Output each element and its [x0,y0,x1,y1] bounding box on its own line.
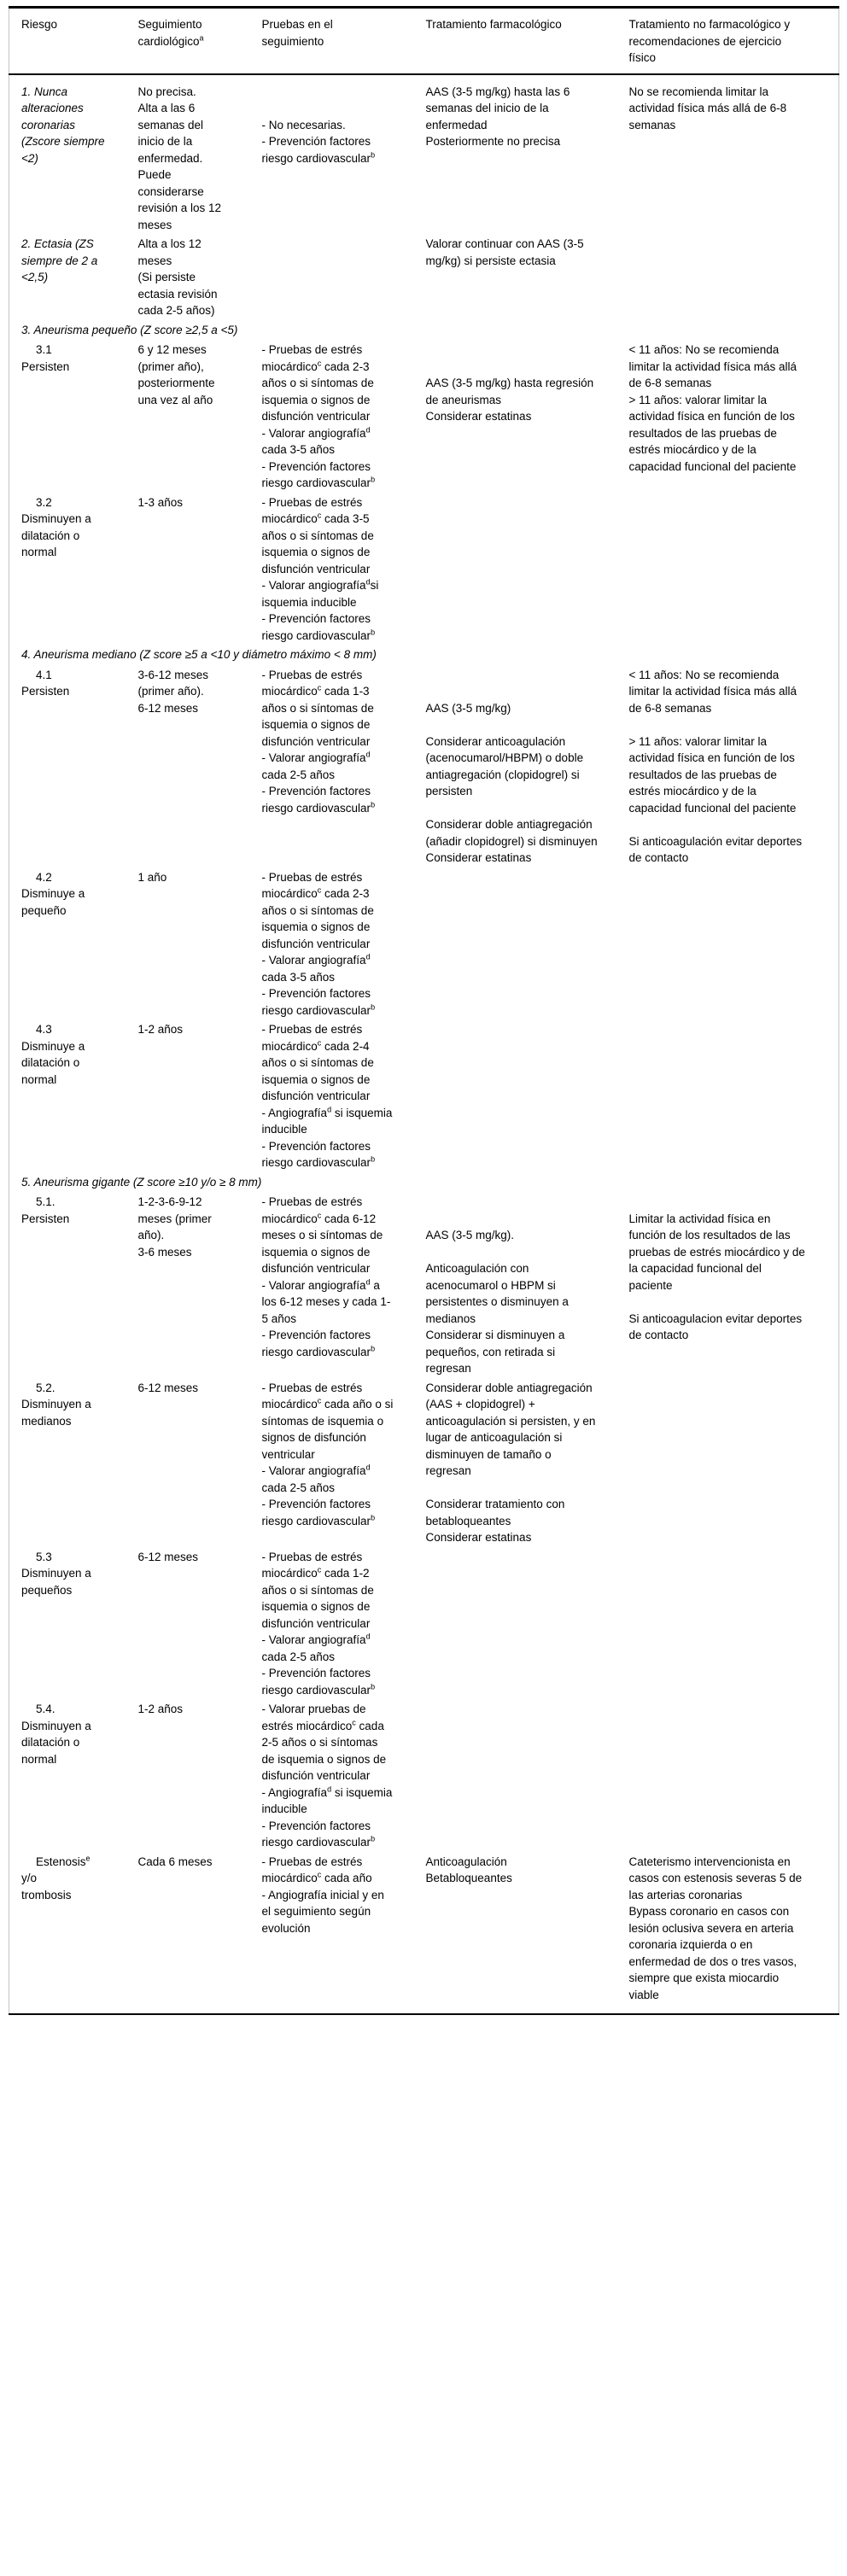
cell-riesgo [9,1192,137,1378]
cell-paragraph: - Valorar angiografía$^d$ cada 3-5 años [261,425,371,456]
cell-riesgo [9,1547,137,1700]
cell-paragraph: Si anticoagulación evitar deportes de contacto [628,834,803,864]
cell-paragraph: - Valorar angiografía$^d$ cada 2-5 años [261,1632,371,1663]
cell-paragraph: Cateterismo intervencionista en casos con estenosis severas 5 de las arterias coronarias [628,1855,803,1901]
cell-no_farmacologico [628,1019,839,1172]
cell-paragraph: - Angiografía$^d$ si isquemia inducible [261,1785,393,1815]
cell-seguimiento [137,1378,261,1547]
cell-paragraph: - Pruebas de estrés miocárdico$^c$ cada 1-2 años o si síntomas de isquemia o signos de disfunción ventricular [261,1550,374,1630]
cell-seguimiento [137,1852,261,2015]
cell-paragraph: Anticoagulación con acenocumarol o HBPM si persistentes o disminuyen a medianos [425,1262,569,1325]
cell-paragraph: Considerar anticoagulación (acenocumarol/HBPM) o doble antiagregación (clopidogrel) si persisten [425,734,584,797]
cell-paragraph: 1. Nunca alteraciones coronarias (Zscore siempre <2) [21,85,105,165]
cell-paragraph: Alta a las 6 semanas del inicio de la enfermedad. Puede considerarse revisión a los 12 meses [137,102,222,231]
row-number: 5.3 [36,1550,52,1563]
cell-seguimiento [137,1699,261,1852]
cell-paragraph: - Pruebas de estrés miocárdico$^c$ cada año [261,1855,372,1884]
cell-farmacologico [425,340,628,493]
cell-paragraph: AAS (3-5 mg/kg) hasta las 6 semanas del inicio de la enfermedad [425,85,570,131]
cell-farmacologico [425,1547,628,1700]
row-number: 5.2. [36,1381,55,1394]
table-row-4-2 [9,867,839,1020]
row-number: 5.1. [36,1195,55,1208]
table-row-5-4 [9,1699,839,1852]
column-header-tratamiento-farmacologico: Tratamiento farmacológico [425,8,628,74]
section-row-3 [9,320,839,341]
cell-paragraph: Considerar doble antiagregación (añadir clopidogrel) si disminuyen [425,818,598,848]
cell-paragraph: 3-6-12 meses (primer año). [137,668,209,698]
cell-paragraph: AAS (3-5 mg/kg) hasta regresión de aneurismas [425,377,594,406]
cell-seguimiento [137,1192,261,1378]
cell-paragraph: Si anticoagulacion evitar deportes de contacto [628,1311,803,1341]
cell-paragraph: 6-12 meses [137,1381,199,1394]
cell-farmacologico [425,74,628,235]
table-row-3-1 [9,340,839,493]
cell-seguimiento [137,493,261,645]
row-number: 3.1 [36,343,52,356]
cell-paragraph: < 11 años: No se recomienda limitar la actividad física más allá de 6-8 semanas [628,668,797,715]
cell-paragraph: Considerar estatinas [425,410,532,423]
section-row-5 [9,1172,839,1193]
table-row-5-2 [9,1378,839,1547]
cell-paragraph: AAS (3-5 mg/kg). [425,1229,515,1241]
section-row-4 [9,645,839,665]
cell-paragraph: No precisa. [137,85,196,98]
cell-paragraph: Anticoagulación [425,1855,507,1868]
cell-paragraph: 2. Ectasia (ZS siempre de 2 a <2,5) [21,237,98,283]
cell-paragraph: - Prevención factores riesgo cardiovascular$^b$ [261,612,376,642]
cell-no_farmacologico [628,1378,839,1547]
cell-pruebas [261,234,425,320]
cell-paragraph: - Angiografía$^d$ si isquemia inducible [261,1105,393,1136]
cell-paragraph: - Valorar angiografía$^d$ cada 2-5 años [261,1463,371,1494]
header-row [9,8,839,74]
cell-riesgo [9,234,137,320]
cell-paragraph: - Pruebas de estrés miocárdico$^c$ cada 3-5 años o si síntomas de isquemia o signos de disfunción ventricular [261,495,374,575]
section-label: 5. Aneurisma gigante (Z score ≥10 y/o ≥ 8 mm) [21,1175,262,1189]
cell-pruebas [261,74,425,235]
cell-riesgo [9,74,137,235]
cell-paragraph: Considerar estatinas [425,1531,532,1544]
cell-no_farmacologico [628,493,839,645]
cell-paragraph: Disminuyen a medianos [21,1398,91,1428]
cell-paragraph: - Prevención factores riesgo cardiovascular$^b$ [261,785,376,815]
cell-pruebas [261,1852,425,2015]
cell-paragraph: Disminuyen a dilatación o normal [21,512,91,558]
cell-paragraph: 3-6 meses [137,1245,192,1259]
cell-paragraph: - Angiografía inicial y en el seguimiento según evolución [261,1888,384,1935]
table-row-1 [9,74,839,235]
cell-seguimiento [137,234,261,320]
cell-no_farmacologico [628,1192,839,1378]
cell-paragraph: - Valorar angiografía$^d$ cada 2-5 años [261,750,371,781]
row-number: 4.2 [36,870,52,884]
cell-paragraph: y/o [21,1872,38,1884]
cell-no_farmacologico [628,74,839,235]
cell-paragraph: Persisten [21,685,70,698]
cell-riesgo [9,665,137,867]
cell-pruebas [261,340,425,493]
cell-paragraph: Disminuye a pequeño [21,887,85,917]
cell-riesgo [9,340,137,493]
cell-pruebas [261,1699,425,1852]
section-label: 4. Aneurisma mediano (Z score ≥5 a <10 y diámetro máximo < 8 mm) [21,648,377,661]
row-number: 3.2 [36,495,52,509]
cell-paragraph: Disminuyen a dilatación o normal [21,1719,91,1766]
cell-paragraph: Considerar tratamiento con betabloqueantes [425,1498,565,1527]
cell-farmacologico [425,493,628,645]
cell-farmacologico [425,665,628,867]
cell-pruebas [261,665,425,867]
cell-paragraph: - Prevención factores riesgo cardiovascular$^b$ [261,1667,376,1697]
cell-paragraph: Persisten [21,1212,70,1225]
cell-paragraph: - Valorar angiografía$^d$ cada 3-5 años [261,952,371,984]
cell-riesgo [9,493,137,645]
table-row-2 [9,234,839,320]
cell-paragraph: - Pruebas de estrés miocárdico$^c$ cada 2-3 años o si síntomas de isquemia o signos de disfunción ventricular [261,343,374,423]
table-row-4-1 [9,665,839,867]
cell-farmacologico [425,1852,628,2015]
cell-paragraph: - Prevención factores riesgo cardiovascular$^b$ [261,987,376,1017]
cell-paragraph: - Prevención factores riesgo cardiovascular$^b$ [261,1819,376,1849]
cell-no_farmacologico [628,1699,839,1852]
cell-seguimiento [137,1019,261,1172]
cell-paragraph: 1-3 años [137,495,184,509]
cell-pruebas [261,1378,425,1547]
cell-farmacologico [425,234,628,320]
row-number: 5.4. [36,1703,55,1715]
cell-farmacologico [425,1699,628,1852]
cell-paragraph: > 11 años: valorar limitar la actividad física en función de los resultados de las pruebas de estrés miocárdico y de la capacidad funcional del paciente [628,734,797,815]
cell-riesgo [9,1699,137,1852]
cell-paragraph: Persisten [21,359,70,373]
cell-pruebas [261,1547,425,1700]
cell-paragraph: Considerar doble antiagregación (AAS + clopidogrel) + anticoagulación si persisten, y en lugar de anticoagulación si disminuyen de tamaño o regresan [425,1381,596,1477]
cell-paragraph: 6-12 meses [137,1550,199,1563]
cell-paragraph: Disminuyen a pequeños [21,1567,91,1597]
cell-paragraph: - Prevención factores riesgo cardiovascular$^b$ [261,135,376,165]
cell-paragraph: - Prevención factores riesgo cardiovascular$^b$ [261,1139,376,1169]
follow-up-table [9,6,839,2015]
cell-paragraph: (Si persiste ectasia revisión cada 2-5 años) [137,271,218,317]
cell-pruebas [261,867,425,1020]
cell-paragraph: 6 y 12 meses (primer año), posteriormente una vez al año [137,343,215,406]
cell-paragraph: Cada 6 meses [137,1855,213,1868]
cell-paragraph: Limitar la actividad física en función de los resultados de las pruebas de estrés miocárdico y de la capacidad funcional del paciente [628,1212,805,1292]
cell-paragraph: AAS (3-5 mg/kg) [425,701,511,715]
cell-riesgo [9,867,137,1020]
cell-paragraph: > 11 años: valorar limitar la actividad física en función de los resultados de las pruebas de estrés miocárdico y de la capacidad funcional del paciente [628,393,797,473]
table-row-3-2 [9,493,839,645]
cell-paragraph: - Valorar angiografía$^d$si isquemia inducible [261,577,379,609]
column-header-tratamiento-no-farmacologico: Tratamiento no farmacológico y recomendaciones de ejercicio físico [628,8,839,74]
cell-paragraph: 1 año [137,870,167,884]
row-number: 4.3 [36,1023,52,1036]
cell-riesgo [9,1852,137,2015]
cell-seguimiento [137,665,261,867]
table-row-5-1 [9,1192,839,1378]
cell-paragraph: Alta a los 12 meses [137,237,202,267]
cell-no_farmacologico [628,1852,839,2015]
cell-paragraph: No se recomienda limitar la actividad física más allá de 6-8 semanas [628,85,787,131]
cell-farmacologico [425,1192,628,1378]
column-header-riesgo: Riesgo [9,8,137,74]
cell-farmacologico [425,1378,628,1547]
row-number: 4.1 [36,668,52,681]
cell-pruebas [261,1192,425,1378]
cell-riesgo [9,1378,137,1547]
cell-paragraph: 6-12 meses [137,701,199,715]
cell-paragraph: - Prevención factores riesgo cardiovascular$^b$ [261,1329,376,1358]
cell-no_farmacologico [628,867,839,1020]
cell-paragraph: - Pruebas de estrés miocárdico$^c$ cada 2-4 años o si síntomas de isquemia o signos de disfunción ventricular [261,1023,374,1102]
cell-seguimiento [137,74,261,235]
row-number: Estenosis$^e$ [36,1854,91,1868]
cell-paragraph: 1-2 años [137,1023,184,1036]
cell-riesgo [9,1019,137,1172]
table-row-5-3 [9,1547,839,1700]
cell-paragraph: - Prevención factores riesgo cardiovascular$^b$ [261,459,376,489]
cell-paragraph: Posteriormente no precisa [425,135,561,148]
cell-paragraph: - Valorar angiografía$^d$ a los 6-12 meses y cada 1-5 años [261,1277,391,1325]
cell-paragraph: - Pruebas de estrés miocárdico$^c$ cada 1-3 años o si síntomas de isquemia o signos de disfunción ventricular [261,668,374,748]
cell-paragraph: - Pruebas de estrés miocárdico$^c$ cada 2-3 años o si síntomas de isquemia o signos de disfunción ventricular [261,870,374,950]
cell-paragraph: 1-2 años [137,1703,184,1715]
cell-no_farmacologico [628,340,839,493]
cell-pruebas [261,493,425,645]
cell-farmacologico [425,1019,628,1172]
section-label: 3. Aneurisma pequeño (Z score ≥2,5 a <5) [21,323,238,336]
cell-pruebas [261,1019,425,1172]
table-row-estenosis [9,1852,839,2015]
cell-paragraph: Valorar continuar con AAS (3-5 mg/kg) si persiste ectasia [425,237,584,267]
cell-paragraph: - Pruebas de estrés miocárdico$^c$ cada 6-12 meses o si síntomas de isquemia o signos de disfunción ventricular [261,1195,383,1275]
cell-paragraph: Considerar estatinas [425,851,532,864]
cell-seguimiento [137,867,261,1020]
cell-paragraph: Bypass coronario en casos con lesión oclusiva severa en arteria coronaria izquierda o en enfermedad de dos o tres vasos, siempre que exista miocardio viable [628,1905,797,2001]
cell-paragraph: - Valorar pruebas de estrés miocárdico$^c$ cada 2-5 años o si síntomas de isquemia o signos de disfunción ventricular [261,1703,387,1782]
cell-paragraph: Considerar si disminuyen a pequeños, con retirada si regresan [425,1329,565,1375]
cell-paragraph: < 11 años: No se recomienda limitar la actividad física más allá de 6-8 semanas [628,343,797,389]
cell-paragraph: trombosis [21,1888,72,1901]
cell-farmacologico [425,867,628,1020]
cell-no_farmacologico [628,1547,839,1700]
cell-paragraph: - Prevención factores riesgo cardiovascular$^b$ [261,1498,376,1527]
cell-no_farmacologico [628,665,839,867]
cell-paragraph: - Pruebas de estrés miocárdico$^c$ cada año o si síntomas de isquemia o signos de disfunción ventricular [261,1381,394,1461]
column-header-pruebas-seguimiento: Pruebas en el seguimiento [261,8,425,74]
column-header-seguimiento-cardiologico: Seguimiento cardiológico$^a$ [137,8,261,74]
cell-paragraph: Betabloqueantes [425,1872,512,1884]
cell-paragraph: - No necesarias. [261,118,346,131]
cell-paragraph: Disminuye a dilatación o normal [21,1039,85,1086]
cell-seguimiento [137,340,261,493]
cell-paragraph: 1-2-3-6-9-12 meses (primer año). [137,1195,212,1241]
cell-no_farmacologico [628,234,839,320]
table-row-4-3 [9,1019,839,1172]
cell-seguimiento [137,1547,261,1700]
